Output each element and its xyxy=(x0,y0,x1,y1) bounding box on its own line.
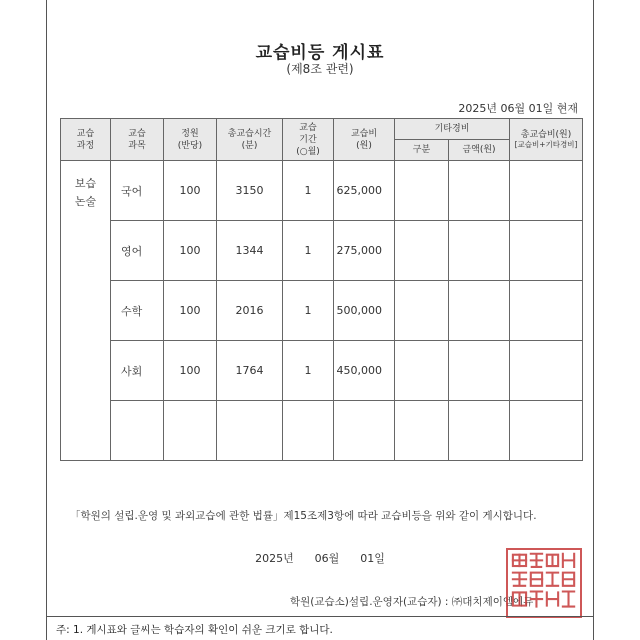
header-subject: 교습 과목 xyxy=(111,119,164,161)
other-type-cell xyxy=(395,161,449,221)
subject-cell: 국어 xyxy=(111,161,164,221)
company-seal-icon xyxy=(506,548,582,618)
period-cell: 1 xyxy=(283,341,334,401)
fee-cell: 450,000 xyxy=(334,341,395,401)
fee-cell: 500,000 xyxy=(334,281,395,341)
document-title: 교습비등 게시표 xyxy=(255,43,385,63)
fee-table xyxy=(60,118,583,461)
header-other-fees: 기타경비 xyxy=(395,119,510,140)
capacity-cell: 100 xyxy=(164,341,217,401)
hours-cell: 1764 xyxy=(217,341,283,401)
table-row xyxy=(61,161,583,221)
period-cell: 1 xyxy=(283,161,334,221)
table-row xyxy=(61,281,583,341)
note-divider xyxy=(46,616,594,617)
header-capacity: 정원 (반당) xyxy=(164,119,217,161)
course-cell: 보습 논술 xyxy=(61,161,111,461)
hours-cell: 1344 xyxy=(217,221,283,281)
fee-cell: 625,000 xyxy=(334,161,395,221)
sign-date: 2025년 06월 01일 xyxy=(255,552,385,565)
subject-cell: 수학 xyxy=(111,281,164,341)
table-row xyxy=(61,341,583,401)
total-fee-cell xyxy=(510,401,583,461)
as-of-date: 2025년 06월 01일 현재 xyxy=(458,102,578,115)
total-fee-cell xyxy=(510,221,583,281)
capacity-cell xyxy=(164,401,217,461)
posting-statement: 「학원의 설립.운영 및 과외교습에 관한 법률」제15조제3항에 따라 교습비등을 위와 같이 게시합니다. xyxy=(70,510,537,522)
subject-cell xyxy=(111,401,164,461)
capacity-cell: 100 xyxy=(164,281,217,341)
hours-cell: 3150 xyxy=(217,161,283,221)
capacity-cell: 100 xyxy=(164,161,217,221)
footnote: 주: 1. 게시표와 글씨는 학습자의 확인이 쉬운 크기로 합니다. xyxy=(56,624,333,636)
fee-cell xyxy=(334,401,395,461)
other-type-cell xyxy=(395,281,449,341)
fee-cell: 275,000 xyxy=(334,221,395,281)
table-row-empty xyxy=(61,401,583,461)
other-amount-cell xyxy=(449,401,510,461)
header-period: 교습 기간 (○월) xyxy=(283,119,334,161)
header-total-hours: 총교습시간 (분) xyxy=(217,119,283,161)
total-fee-cell xyxy=(510,341,583,401)
subject-cell: 사회 xyxy=(111,341,164,401)
period-cell xyxy=(283,401,334,461)
period-cell: 1 xyxy=(283,281,334,341)
total-fee-cell xyxy=(510,281,583,341)
document-subtitle: (제8조 관련) xyxy=(286,62,354,76)
hours-cell xyxy=(217,401,283,461)
other-type-cell xyxy=(395,341,449,401)
subject-cell: 영어 xyxy=(111,221,164,281)
period-cell: 1 xyxy=(283,221,334,281)
header-total-fee: 총교습비(원) [교습비+기타경비] xyxy=(510,119,583,161)
header-course: 교습 과정 xyxy=(61,119,111,161)
operator-line: 학원(교습소)설립.운영자(교습자) : ㈜대치제이엠에듀 xyxy=(290,596,534,608)
other-amount-cell xyxy=(449,341,510,401)
header-other-type: 구분 xyxy=(395,140,449,161)
total-fee-cell xyxy=(510,161,583,221)
table-row xyxy=(61,221,583,281)
header-fee: 교습비 (원) xyxy=(334,119,395,161)
other-amount-cell xyxy=(449,221,510,281)
header-other-amount: 금액(원) xyxy=(449,140,510,161)
other-type-cell xyxy=(395,401,449,461)
other-amount-cell xyxy=(449,281,510,341)
hours-cell: 2016 xyxy=(217,281,283,341)
other-amount-cell xyxy=(449,161,510,221)
other-type-cell xyxy=(395,221,449,281)
capacity-cell: 100 xyxy=(164,221,217,281)
